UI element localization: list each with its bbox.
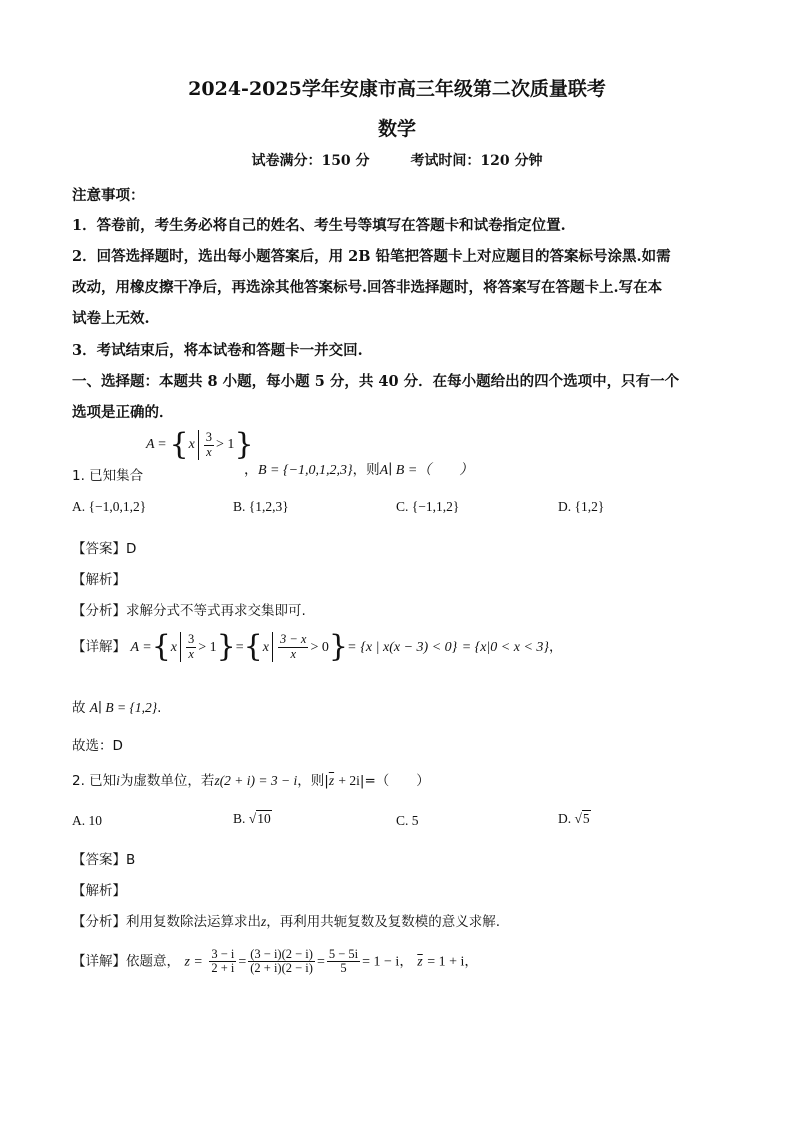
section-1-heading-line-2: 选项是正确的． bbox=[72, 404, 174, 421]
q1-fenxi: 【分析】求解分式不等式再求交集即可. bbox=[72, 603, 306, 619]
exam-time: 考试时间：120 分钟 bbox=[410, 153, 543, 169]
sqrt-sign: √5 bbox=[574, 811, 590, 826]
exam-info bbox=[0, 150, 794, 170]
q1-analysis-tag: 【解析】 bbox=[72, 572, 126, 588]
q1-choose: 故选：D bbox=[72, 738, 123, 754]
note-item-2-line-3: 试卷上无效. bbox=[72, 310, 150, 327]
note-item-2-line-1: 2．回答选择题时，选出每小题答案后，用 2B 铅笔把答题卡上对应题目的答案标号涂黑.如需 bbox=[72, 248, 671, 265]
q1-set-a: A = {x $\frac{3}{x}$ > 1} bbox=[146, 427, 254, 462]
notes-heading: 注意事项： bbox=[72, 187, 145, 204]
q2-fenxi: 【分析】利用复数除法运算求出z，再利用共轭复数及复数模的意义求解. bbox=[72, 914, 501, 930]
q1-stem-prefix: 1. 已知集合 bbox=[72, 468, 144, 484]
q2-option-a: A. 10 bbox=[72, 813, 102, 828]
q1-option-c: C. {−1,1,2} bbox=[396, 499, 460, 514]
q1-detail: 【详解】 A ={x $\frac{3}{x}$ > 1}={x $\frac{3 - x}{x}$ > 0}= {x | x(x − 3) < 0} = {x|0 < x < 3}， bbox=[72, 629, 563, 664]
sqrt-sign: √10 bbox=[248, 811, 271, 826]
q1-option-b: B. {1,2,3} bbox=[233, 499, 289, 514]
right-brace: } bbox=[234, 427, 254, 462]
exam-title: 2024-2025学年安康市高三年级第二次质量联考 bbox=[188, 78, 606, 100]
q2-option-c: C. 5 bbox=[396, 813, 419, 828]
q1-fraction: $\frac{3}{x}$ bbox=[205, 430, 213, 459]
q2-detail: 【详解】依题意， z = $\frac{3 - i}{2 + i}$ = $\frac{(3 - i)(2 - i)}{(2 + i)(2 - i)}$ = $\frac{5 - 5i}{5}$ = 1 − i， $\overline{z} = 1 + i$， bbox=[72, 947, 478, 976]
q2-analysis-tag: 【解析】 bbox=[72, 883, 126, 899]
note-item-1: 1．答卷前，考生务必将自己的姓名、考生号等填写在答题卡和试卷指定位置. bbox=[72, 217, 566, 234]
full-score: 试卷满分：150 分 bbox=[251, 153, 370, 169]
q1-answer: 【答案】D bbox=[72, 541, 137, 557]
left-brace: { bbox=[169, 427, 189, 462]
q1-option-d: D. {1,2} bbox=[558, 499, 605, 514]
q2-answer: 【答案】B bbox=[72, 852, 136, 868]
q1-set-b: ，B = {−1,0,1,2,3}，则A∣ B =（ ） bbox=[244, 462, 474, 478]
q2-stem: 2. 已知i为虚数单位，若z(2 + i) = 3 − i，则$|\overline{z} + 2i|=$（ ） bbox=[72, 773, 430, 789]
q1-option-a: A. {−1,0,1,2} bbox=[72, 499, 147, 514]
q1-conclusion: 故 A∣ B = {1,2}. bbox=[72, 700, 162, 716]
subject-title: 数学 bbox=[377, 118, 416, 140]
note-item-3: 3．考试结束后，将本试卷和答题卡一并交回. bbox=[72, 342, 363, 359]
q2-option-d: D. √5 bbox=[558, 811, 590, 826]
q2-option-b: B. √10 bbox=[233, 811, 271, 826]
section-1-heading-line-1: 一、选择题：本题共 8 小题，每小题 5 分，共 40 分．在每小题给出的四个选项中，只有一个 bbox=[72, 373, 680, 390]
note-item-2-line-2: 改动，用橡皮擦干净后，再选涂其他答案标号.回答非选择题时，将答案写在答题卡上.写在本 bbox=[72, 279, 663, 296]
